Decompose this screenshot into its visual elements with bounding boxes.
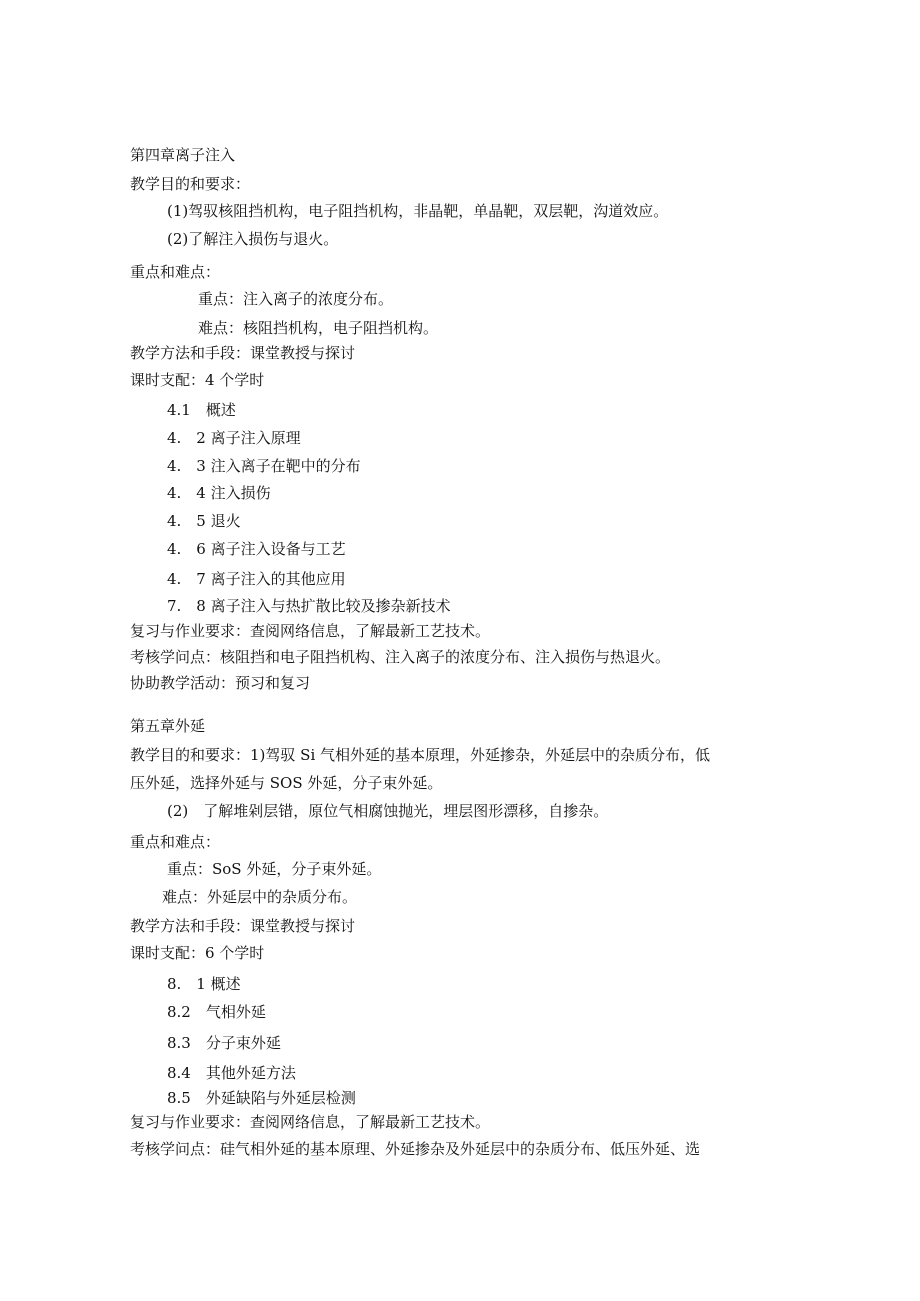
chapter4-section: 7. 8 离子注入与热扩散比较及掺杂新技术 [167, 597, 451, 615]
chapter4-section: 4. 6 离子注入设备与工艺 [167, 540, 346, 558]
chapter5-section: 8.3 分子束外延 [167, 1034, 281, 1052]
chapter4-activities: 协助教学活动：预习和复习 [130, 674, 311, 692]
chapter4-section: 4. 2 离子注入原理 [167, 429, 301, 447]
chapter5-title: 第五章外延 [130, 717, 206, 735]
chapter5-method: 教学方法和手段：课堂教授与探讨 [130, 917, 356, 935]
chapter5-objectives-line-3: (2) 了解堆剁层错，原位气相腐蚀抛光，埋层图形漂移，自掺杂。 [167, 802, 609, 820]
chapter4-assessment: 考核学问点：核阻挡和电子阻挡机构、注入离子的浓度分布、注入损伤与热退火。 [130, 648, 671, 666]
chapter5-key-points-heading: 重点和难点： [130, 833, 221, 851]
chapter4-hours: 课时支配：4 个学时 [130, 371, 265, 389]
chapter5-hours: 课时支配：6 个学时 [130, 944, 265, 962]
chapter5-key-point: 重点：SoS 外延，分子束外延。 [167, 860, 382, 878]
chapter5-section: 8.2 气相外延 [167, 1003, 266, 1021]
chapter4-title: 第四章离子注入 [130, 146, 236, 164]
chapter5-assessment: 考核学问点：硅气相外延的基本原理、外延掺杂及外延层中的杂质分布、低压外延、选 [130, 1140, 701, 1158]
chapter5-objectives-line-1: 教学目的和要求：1)驾驭 Si 气相外延的基本原理，外延掺杂，外延层中的杂质分布，低 [130, 746, 711, 764]
chapter4-difficult-point: 难点：核阻挡机构，电子阻挡机构。 [198, 319, 439, 337]
chapter4-method: 教学方法和手段：课堂教授与探讨 [130, 344, 356, 362]
chapter4-objectives-heading: 教学目的和要求： [130, 175, 251, 193]
chapter4-key-point: 重点：注入离子的浓度分布。 [198, 290, 394, 308]
chapter5-review: 复习与作业要求：查阅网络信息，了解最新工艺技术。 [130, 1113, 491, 1131]
chapter5-difficult-point: 难点：外延层中的杂质分布。 [162, 888, 358, 906]
chapter4-section: 4. 4 注入损伤 [167, 484, 271, 502]
chapter4-section: 4. 3 注入离子在靶中的分布 [167, 457, 361, 475]
chapter5-section: 8. 1 概述 [167, 975, 241, 993]
chapter5-section: 8.4 其他外延方法 [167, 1064, 296, 1082]
chapter4-review: 复习与作业要求：查阅网络信息，了解最新工艺技术。 [130, 622, 491, 640]
chapter4-section: 4. 5 退火 [167, 512, 241, 530]
chapter4-objective-2: (2)了解注入损伤与退火。 [167, 230, 339, 248]
chapter4-key-points-heading: 重点和难点： [130, 263, 221, 281]
chapter5-section: 8.5 外延缺陷与外延层检测 [167, 1089, 356, 1107]
chapter4-section: 4.1 概述 [167, 401, 236, 419]
chapter5-objectives-line-2: 压外延，选择外延与 SOS 外延，分子束外延。 [130, 774, 443, 792]
chapter4-objective-1: (1)驾驭核阻挡机构，电子阻挡机构，非晶靶，单晶靶，双层靶，沟道效应。 [167, 202, 669, 220]
chapter4-section: 4. 7 离子注入的其他应用 [167, 570, 346, 588]
